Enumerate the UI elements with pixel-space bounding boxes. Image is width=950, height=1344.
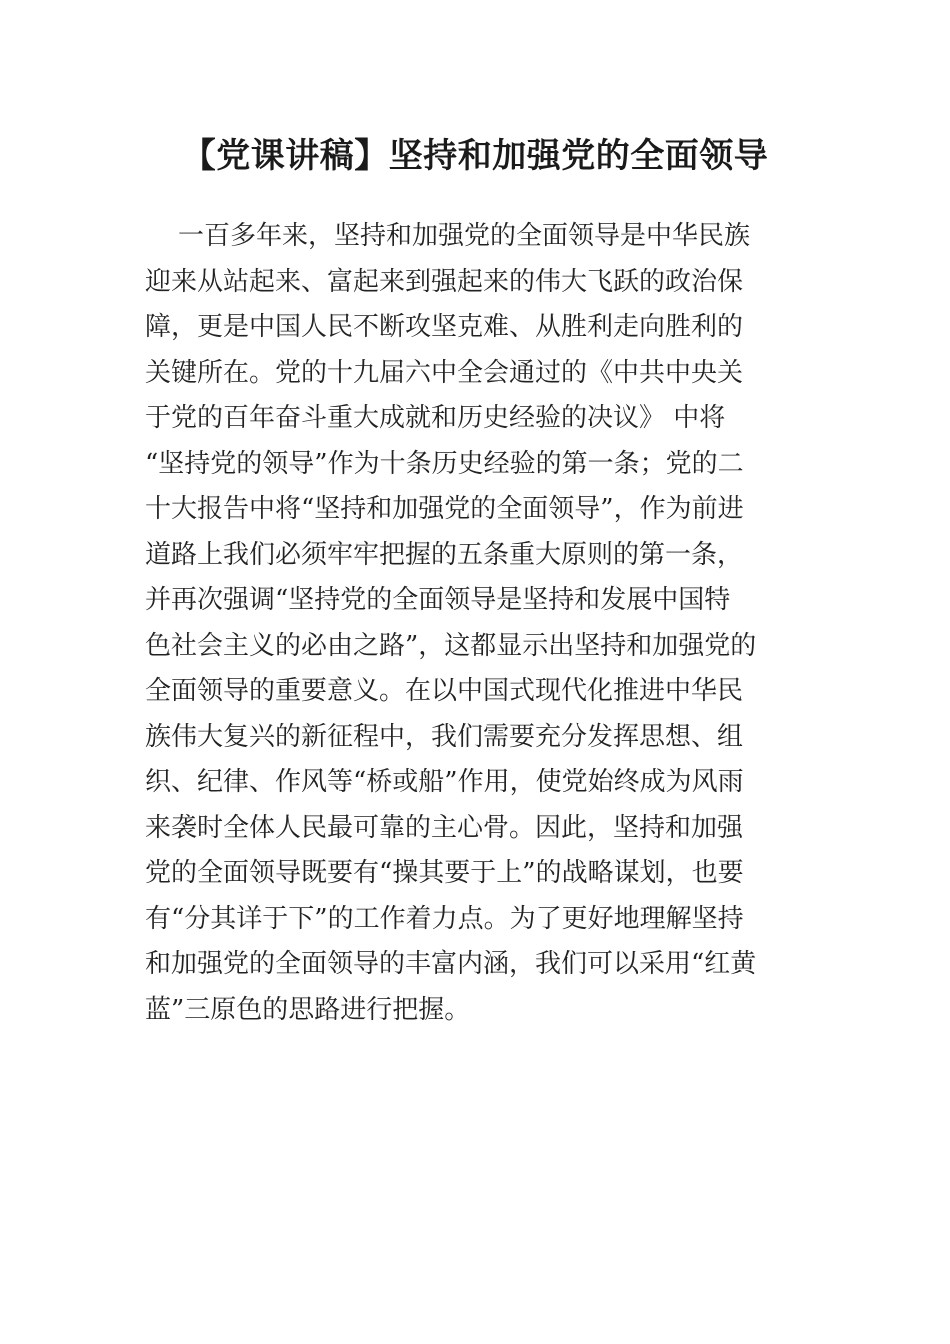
document-title: 【党课讲稿】坚持和加强党的全面领导 [181,136,769,176]
paragraph-line: 党的全面领导既要有“操其要于上”的战略谋划，也要 [145,858,744,888]
paragraph-line: 十大报告中将“坚持和加强党的全面领导”，作为前进 [145,494,744,524]
paragraph-line: 织、纪律、作风等“桥或船”作用，使党始终成为风雨 [145,767,744,797]
paragraph-line: 一百多年来，坚持和加强党的全面领导是中华民族 [178,221,751,251]
paragraph-line: 迎来从站起来、富起来到强起来的伟大飞跃的政治保 [145,266,744,297]
paragraph-line: 于党的百年奋斗重大成就和历史经验的决议》 中将 [145,403,726,433]
paragraph-line: 障，更是中国人民不断攻坚克难、从胜利走向胜利的 [145,312,744,342]
paragraph-line: 来袭时全体人民最可靠的主心骨。因此，坚持和加强 [145,812,744,843]
paragraph-line: 色社会主义的必由之路”，这都显示出坚持和加强党的 [145,630,757,661]
paragraph-line: 和加强党的全面领导的丰富内涵，我们可以采用“红黄 [145,949,757,979]
paragraph-line: 蓝”三原色的思路进行把握。 [145,994,471,1025]
paragraph-line: 关键所在。党的十九届六中全会通过的《中共中央关 [145,357,744,388]
paragraph-line: “坚持党的领导”作为十条历史经验的第一条；党的二 [145,448,744,479]
paragraph-line: 并再次强调“坚持党的全面领导是坚持和发展中国特 [145,585,731,615]
paragraph-line: 有“分其详于下”的工作着力点。为了更好地理解坚持 [145,903,744,934]
paragraph-line: 族伟大复兴的新征程中，我们需要充分发挥思想、组 [145,721,744,752]
body-paragraph [145,214,807,1033]
paragraph-line: 道路上我们必须牢牢把握的五条重大原则的第一条， [145,539,744,570]
paragraph-line: 全面领导的重要意义。在以中国式现代化推进中华民 [145,676,744,706]
